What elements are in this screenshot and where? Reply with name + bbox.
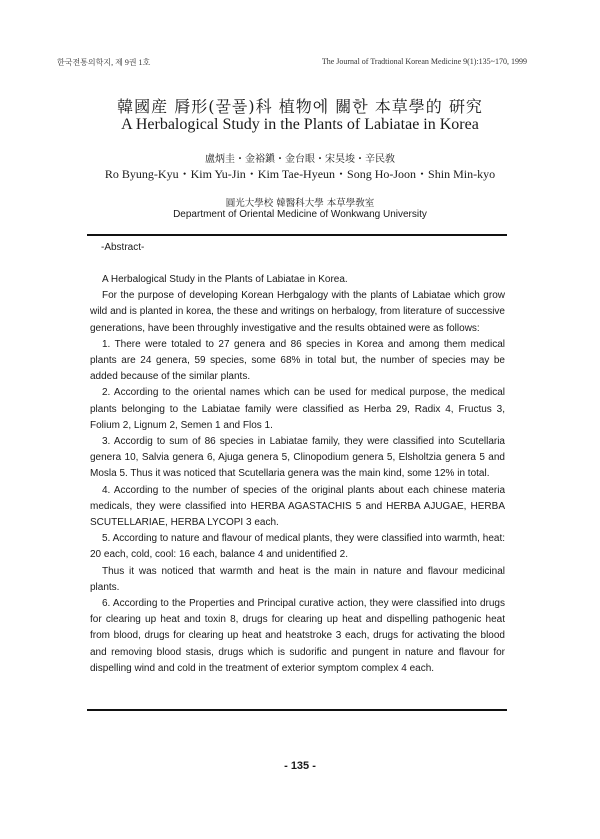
journal-english-citation: The Journal of Tradtional Korean Medicine 9(1):135~170, 1999 [321, 57, 527, 66]
title-english: A Herbalogical Study in the Plants of Labiatae in Korea [121, 116, 479, 133]
abstract-bottom-rule [87, 709, 507, 711]
abstract-paragraph: For the purpose of developing Korean Herbgalogy with the plants of Labiatae which grow wild and is planted in korea, the these and writings on herbalogy, from literature of successive generations, have been throughly investigative and the results obtained were as follows: [90, 290, 505, 334]
authors-korean: 盧炳圭・金裕鎭・金台眼・宋昊埈・辛民敎 [205, 154, 395, 165]
abstract-paragraph: 5. According to nature and flavour of medical plants, they were classified into warmth, heat: 20 each, cold, cool: 16 each, balance 4 and unidentified 2. [90, 533, 505, 561]
running-header [57, 57, 527, 68]
title-korean: 韓國産 脣形(꿀풀)科 植物에 關한 本草學的 硏究 [117, 97, 483, 116]
abstract-paragraph: 2. According to the oriental names which can be used for medical purpose, the medical plants belonging to the Labiatae family were classified as Herba 29, Radix 4, Fructus 3, Folium 2, Lignum 2, Semen 1 and Flos 1. [90, 387, 505, 431]
abstract-paragraph: 3. Accordig to sum of 86 species in Labiatae family, they were classified into Scutellaria genera 10, Salvia genera 6, Ajuga genera 5, Clinopodium genera 5, Elsholtzia genera 5 and Mosla 5. Thus it was noticed that Scutellaria genera was the main kind, some 12% in total. [90, 436, 505, 480]
abstract-paragraph: 6. According to the Properties and Principal curative action, they were classified into drugs for clearing up heat and toxin 8, drugs for clearing up heat and dispelling pathogenic heat from blood, drugs for clearing up heat and heatstroke 3 each, drugs for activating the blood and removing blood stasis, drugs which is sudorific and pungent in nature and flavour for dispelling wind and cold in the treatment of exterior symptom complex 4 each. [90, 598, 505, 674]
abstract-label: -Abstract- [101, 242, 145, 253]
journal-korean-citation: 한국전통의학지, 제 9권 1호 [57, 58, 151, 67]
abstract-paragraph: 4. According to the number of species of the original plants about each chinese materia medicals, they were classified into HERBA AGASTACHIS 5 and HERBA AJUGAE, HERBA SCUTELLARIAE, HERBA LYCOPI 3 each. [90, 484, 505, 529]
affiliation-korean: 圓光大學校 韓醫科大學 本草學敎室 [225, 198, 375, 209]
abstract-paragraph: Thus it was noticed that warmth and heat is the main in nature and flavour medicinal plants. [90, 565, 505, 593]
abstract-paragraph: 1. There were totaled to 27 genera and 86 species in Korea and among them medical plants are 24 genera, 59 species, some 68% in total but, the number of species may be added because of the similar plants. [90, 338, 505, 383]
abstract-paragraph: A Herbalogical Study in the Plants of Labiatae in Korea. [102, 274, 348, 285]
affiliation-english: Department of Oriental Medicine of Wonkwang University [173, 209, 427, 220]
abstract-body [90, 272, 505, 677]
authors-english: Ro Byung-Kyu・Kim Yu-Jin・Kim Tae-Hyeun・Song Ho-Joon・Shin Min-kyo [104, 167, 496, 181]
page-number: - 135 - [284, 760, 316, 772]
abstract-top-rule [87, 234, 507, 236]
